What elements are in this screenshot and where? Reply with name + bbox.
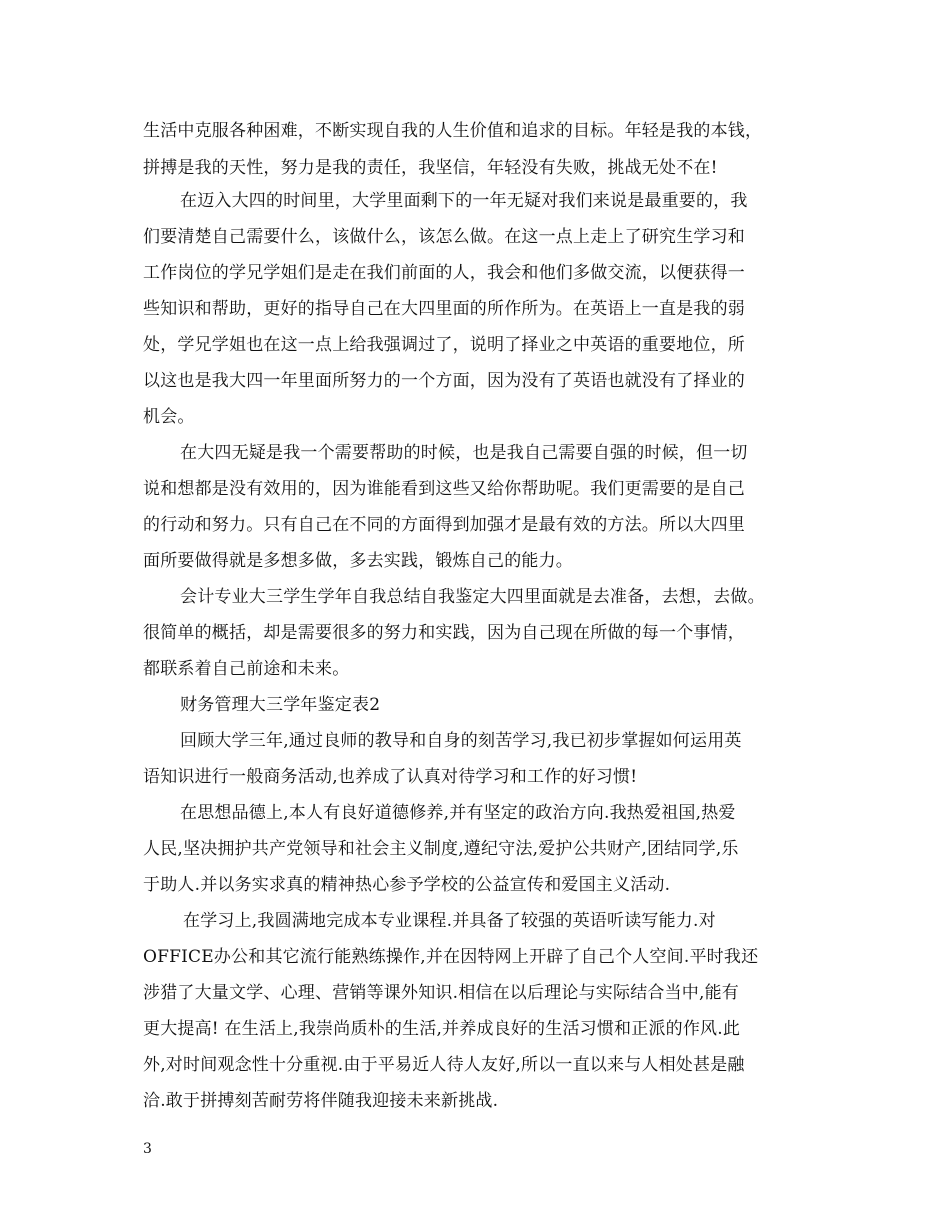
text-line-25: 涉猎了大量文学、心理、营销等课外知识.相信在以后理论与实际结合当中,能有 <box>143 983 740 1003</box>
text-line-28: 洽.敢于拼搏刻苦耐劳将伴随我迎接未来新挑战. <box>143 1091 499 1111</box>
text-line-26: 更大提高! 在生活上,我崇尚质朴的生活,并养成良好的生活习惯和正派的作风.此 <box>143 1019 741 1039</box>
text-line-12: 的行动和努力。只有自己在不同的方面得到加强才是最有效的方法。所以大四里 <box>143 515 745 535</box>
text-line-9: 机会。 <box>143 407 195 427</box>
paragraph-start-line-10: 在大四无疑是我一个需要帮助的时候，也是我自己需要自强的时候，但一切 <box>180 443 748 463</box>
paragraph-start-line-14: 会计专业大三学生学年自我总结自我鉴定大四里面就是去准备，去想，去做。 <box>180 587 765 607</box>
text-line-7: 处，学兄学姐也在这一点上给我强调过了，说明了择业之中英语的重要地位，所 <box>143 335 745 355</box>
text-line-27: 外,对时间观念性十分重视.由于平易近人待人友好,所以一直以来与人相处甚是融 <box>143 1055 745 1075</box>
text-line-8: 以这也是我大四一年里面所努力的一个方面，因为没有了英语也就没有了择业的 <box>143 371 745 391</box>
text-line-4: 们要清楚自己需要什么，该做什么，该怎么做。在这一点上走上了研究生学习和 <box>143 227 745 247</box>
text-line-19: 语知识进行一般商务活动,也养成了认真对待学习和工作的好习惯! <box>143 767 638 787</box>
text-line-2: 拼搏是我的天性，努力是我的责任，我坚信，年轻没有失败，挑战无处不在! <box>143 158 718 178</box>
text-line-21: 人民,坚决拥护共产党领导和社会主义制度,遵纪守法,爱护公共财产,团结同学,乐 <box>143 839 739 859</box>
paragraph-start-line-23: 在学习上,我圆满地完成本专业课程.并具备了较强的英语听读写能力.对 <box>183 911 716 931</box>
text-line-11: 说和想都是没有效用的，因为谁能看到这些又给你帮助呢。我们更需要的是自己 <box>143 479 745 499</box>
text-line-1: 生活中克服各种困难，不断实现自我的人生价值和追求的目标。年轻是我的本钱， <box>143 121 763 141</box>
paragraph-start-line-20: 在思想品德上,本人有良好道德修养,并有坚定的政治方向.我热爱祖国,热爱 <box>180 803 736 823</box>
paragraph-start-line-3: 在迈入大四的时间里，大学里面剩下的一年无疑对我们来说是最重要的，我 <box>180 191 748 211</box>
text-line-15: 很简单的概括，却是需要很多的努力和实践，因为自己现在所做的每一个事情， <box>143 623 745 643</box>
text-line-16: 都联系着自己前途和未来。 <box>143 659 350 679</box>
text-line-24: OFFICE办公和其它流行能熟练操作,并在因特网上开辟了自己个人空间.平时我还 <box>143 947 759 967</box>
text-line-6: 些知识和帮助，更好的指导自己在大四里面的所作所为。在英语上一直是我的弱 <box>143 299 745 319</box>
page-number: 3 <box>143 1141 152 1157</box>
section-title: 财务管理大三学年鉴定表2 <box>180 695 381 715</box>
text-line-22: 于助人.并以务实求真的精神热心参予学校的公益宣传和爱国主义活动. <box>143 875 671 895</box>
paragraph-start-line-18: 回顾大学三年,通过良师的教导和自身的刻苦学习,我已初步掌握如何运用英 <box>180 731 742 751</box>
text-line-13: 面所要做得就是多想多做，多去实践，锻炼自己的能力。 <box>143 551 573 571</box>
text-line-5: 工作岗位的学兄学姐们是走在我们前面的人，我会和他们多做交流，以便获得一 <box>143 263 745 283</box>
